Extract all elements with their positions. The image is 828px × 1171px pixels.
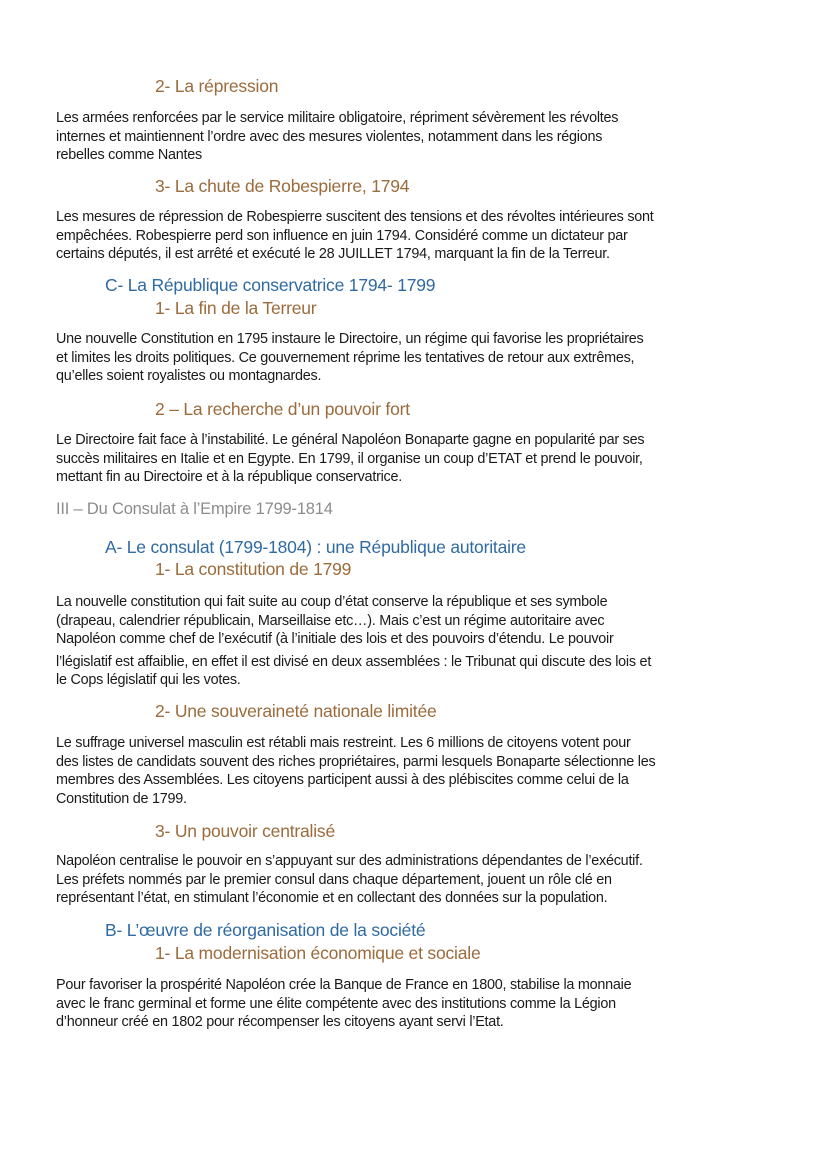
text-line: Pour favoriser la prospérité Napoléon crée la Banque de France en 1800, stabilise la monnaie xyxy=(56,977,632,993)
paragraph-repression xyxy=(56,109,618,165)
text-line: empêchées. Robespierre perd son influence en juin 1794. Considéré comme un dictateur par xyxy=(56,227,628,244)
text-line: Constitution de 1799. xyxy=(56,790,187,807)
subheading-constitution-1799: 1- La constitution de 1799 xyxy=(155,559,352,579)
text-line: membres des Assemblées. Les citoyens participent aussi à des plébiscites comme celui de la xyxy=(56,772,629,789)
text-line: (drapeau, calendrier républicain, Marseillaise etc…). Mais c’est un régime autoritaire avec xyxy=(56,612,605,629)
subheading-souverainete: 2- Une souveraineté nationale limitée xyxy=(155,701,437,721)
text-line: d’honneur créé en 1802 pour récompenser les citoyens ayant servi l’Etat. xyxy=(56,1014,504,1031)
text-line: Le Directoire fait face à l’instabilité. Le général Napoléon Bonaparte gagne en popularité par ses xyxy=(56,432,645,448)
text-line: internes et maintiennent l’ordre avec des mesures violentes, notamment dans les régions xyxy=(56,128,603,145)
subheading-pouvoir-fort: 2 – La recherche d’un pouvoir fort xyxy=(155,399,410,419)
paragraph-souverainete xyxy=(56,734,655,808)
text-line: Les armées renforcées par le service militaire obligatoire, répriment sévèrement les révoltes xyxy=(56,110,619,126)
text-line: succès militaires en Italie et en Egypte. En 1799, il organise un coup d’ETAT et prend le pouvoir, xyxy=(56,450,643,467)
paragraph-constitution-1799 xyxy=(56,593,651,690)
paragraph-chute-robespierre xyxy=(56,208,654,264)
heading-republique-conservatrice: C- La République conservatrice 1794- 1799 xyxy=(105,275,436,295)
paragraph-modernisation xyxy=(56,976,631,1032)
text-line: certains députés, il est arrêté et exécuté le 28 JUILLET 1794, marquant la fin de la Terreur. xyxy=(56,246,610,263)
text-line: représentant l’état, en stimulant l’économie et en collectant des données sur la population. xyxy=(56,890,608,907)
text-line: Napoléon centralise le pouvoir en s’appuyant sur des administrations dépendantes de l’exécutif. xyxy=(56,853,643,869)
subheading-modernisation: 1- La modernisation économique et sociale xyxy=(155,943,481,963)
text-line: Les mesures de répression de Robespierre suscitent des tensions et des révoltes intérieures sont xyxy=(56,209,654,225)
text-line: La nouvelle constitution qui fait suite au coup d’état conserve la république et ses symbole xyxy=(56,594,608,610)
text-line: rebelles comme Nantes xyxy=(56,147,202,164)
paragraph-fin-terreur xyxy=(56,330,643,386)
text-line: l’législatif est affaiblie, en effet il est divisé en deux assemblées : le Tribunat qui discute des lois et xyxy=(56,653,652,670)
text-line: Les préfets nommés par le premier consul dans chaque département, jouent un rôle clé en xyxy=(56,871,612,888)
text-line: des listes de candidats souvent des riches propriétaires, parmi lesquels Bonaparte sélectionne les xyxy=(56,753,656,770)
subheading-pouvoir-centralise: 3- Un pouvoir centralisé xyxy=(155,821,336,841)
heading-reorganisation: B- L’œuvre de réorganisation de la société xyxy=(105,920,426,940)
subheading-repression: 2- La répression xyxy=(155,76,279,96)
text-line: Une nouvelle Constitution en 1795 instaure le Directoire, un régime qui favorise les propriétaires xyxy=(56,331,644,347)
part-heading-consulat-empire: III – Du Consulat à l’Empire 1799-1814 xyxy=(56,500,333,518)
subheading-fin-terreur: 1- La fin de la Terreur xyxy=(155,298,317,318)
heading-consulat: A- Le consulat (1799-1804) : une République autoritaire xyxy=(105,537,526,557)
paragraph-pouvoir-fort xyxy=(56,431,644,487)
text-line: avec le franc germinal et forme une élite compétente avec des institutions comme la Légion xyxy=(56,995,616,1012)
text-line: Napoléon comme chef de l’exécutif (à l’initiale des lois et des pouvoirs d’étendu. Le pouvoir xyxy=(56,631,614,648)
paragraph-pouvoir-centralise xyxy=(56,852,643,908)
text-line: mettant fin au Directoire et à la république conservatrice. xyxy=(56,469,402,486)
text-line: qu’elles soient royalistes ou montagnardes. xyxy=(56,368,322,385)
text-line: Le suffrage universel masculin est rétabli mais restreint. Les 6 millions de citoyens votent pour xyxy=(56,735,631,751)
text-line: et limites les droits politiques. Ce gouvernement réprime les tentatives de retour aux extrêmes, xyxy=(56,349,635,366)
text-line: le Cops législatif qui les votes. xyxy=(56,672,241,689)
subheading-chute-robespierre: 3- La chute de Robespierre, 1794 xyxy=(155,176,410,196)
